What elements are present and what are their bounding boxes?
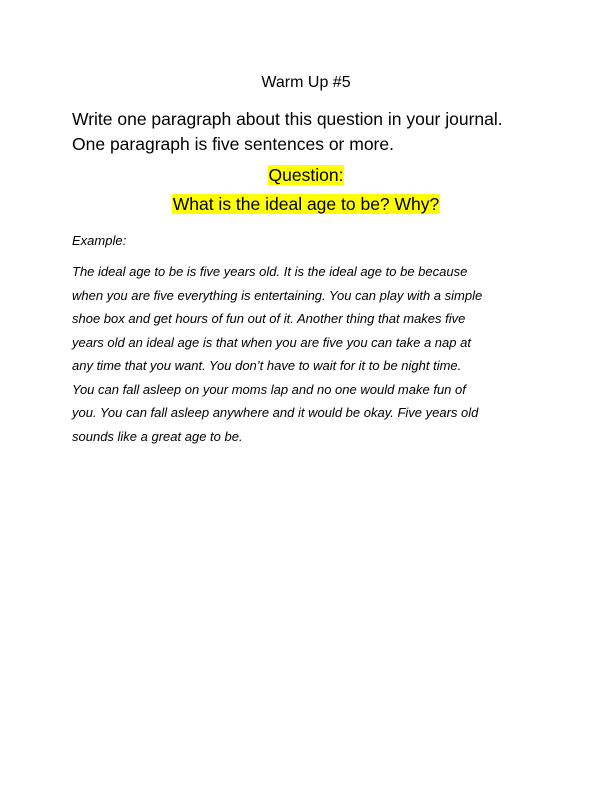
example-line: You can fall asleep on your moms lap and no one would make fun of — [72, 381, 466, 397]
question-row — [0, 193, 612, 216]
example-line: shoe box and get hours of fun out of it. Another thing that makes five — [72, 311, 466, 326]
example-line: you. You can fall asleep anywhere and it would be okay. Five years old — [72, 405, 479, 420]
question-label-row — [0, 164, 612, 187]
question-text: What is the ideal age to be? Why? — [172, 194, 440, 214]
instruction-line: Write one paragraph about this question in your journal. — [72, 109, 503, 129]
example-line: The ideal age to be is five years old. It is the ideal age to be because — [72, 264, 468, 279]
example-line: any time that you want. You don’t have to wait for it to be night time. — [72, 358, 462, 373]
question-label: Question: — [268, 165, 344, 185]
example-line: sounds like a great age to be. — [72, 428, 243, 444]
example-label: Example: — [72, 233, 127, 248]
page-title: Warm Up #5 — [261, 74, 351, 91]
instruction-line: One paragraph is five sentences or more. — [72, 134, 394, 154]
example-line: years old an ideal age is that when you are five you can take a nap at — [72, 334, 471, 350]
example-line: when you are five everything is entertaining. You can play with a simple — [72, 287, 483, 303]
instructions — [72, 107, 552, 157]
example-paragraph — [72, 260, 542, 448]
